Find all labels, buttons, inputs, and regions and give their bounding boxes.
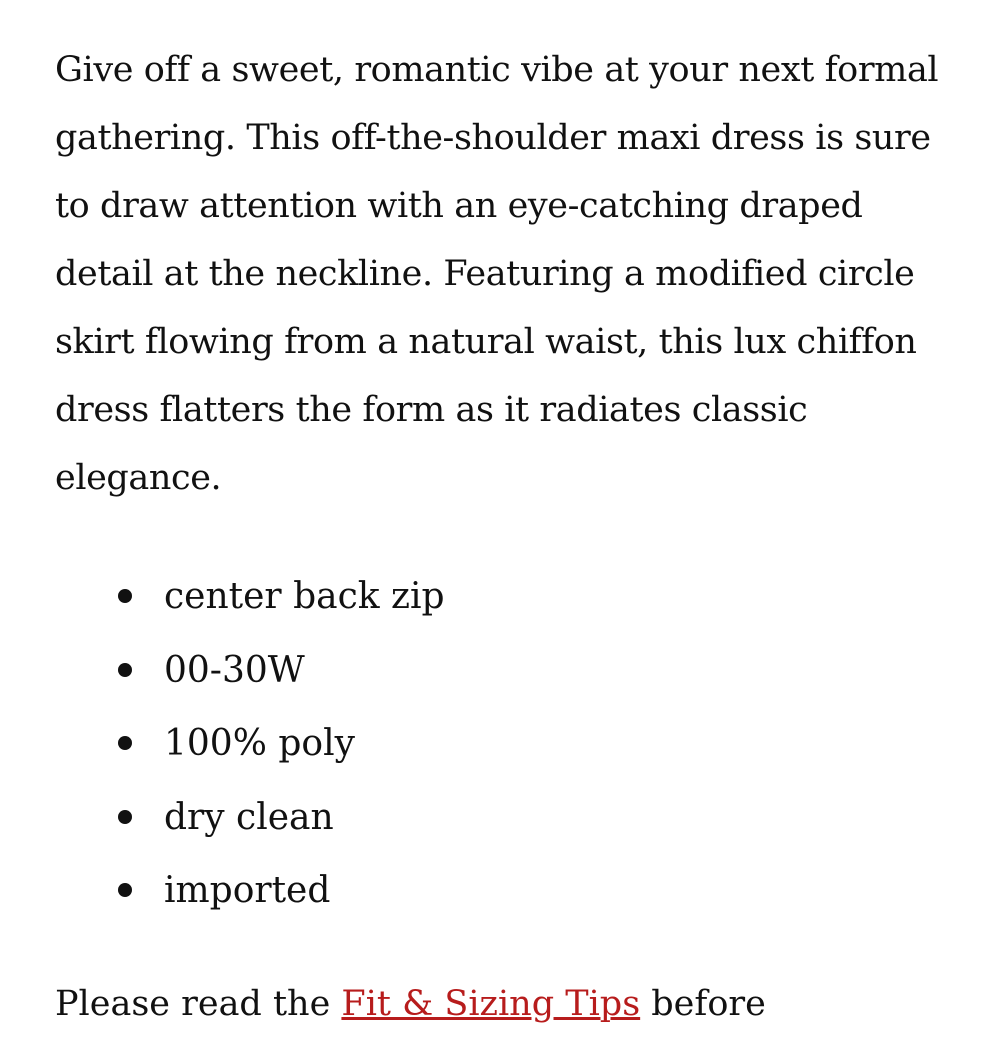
feature-item (55, 854, 445, 928)
feature-item (55, 707, 445, 781)
product-description: Give off a sweet, romantic vibe at your next formal gathering. This off-the-shoulder maxi dress is sure to draw attention with an eye-catching draped detail at the neckline. Featuring a modified circle skirt flowing from a natural waist, this lux chiffon dress flatters the form as it radiates classic elegance. (55, 50, 939, 498)
feature-text: center back zip (164, 576, 445, 617)
sizing-note-prefix: Please read the (55, 984, 342, 1024)
bullet-icon (118, 589, 132, 603)
feature-list (55, 560, 445, 928)
feature-item (55, 781, 445, 855)
feature-item (55, 634, 445, 708)
sizing-note (55, 970, 766, 1038)
fit-sizing-tips-link[interactable]: Fit & Sizing Tips (341, 984, 641, 1024)
bullet-icon (118, 663, 132, 677)
bullet-icon (118, 883, 132, 897)
feature-text: 100% poly (164, 723, 355, 764)
bullet-icon (118, 736, 132, 750)
feature-text: 00-30W (164, 649, 305, 691)
feature-item (55, 560, 445, 634)
feature-text: dry clean (164, 796, 334, 838)
bullet-icon (118, 810, 132, 824)
sizing-note-suffix: before (640, 984, 766, 1024)
feature-text: imported (164, 870, 331, 911)
product-description-panel (55, 0, 955, 1024)
